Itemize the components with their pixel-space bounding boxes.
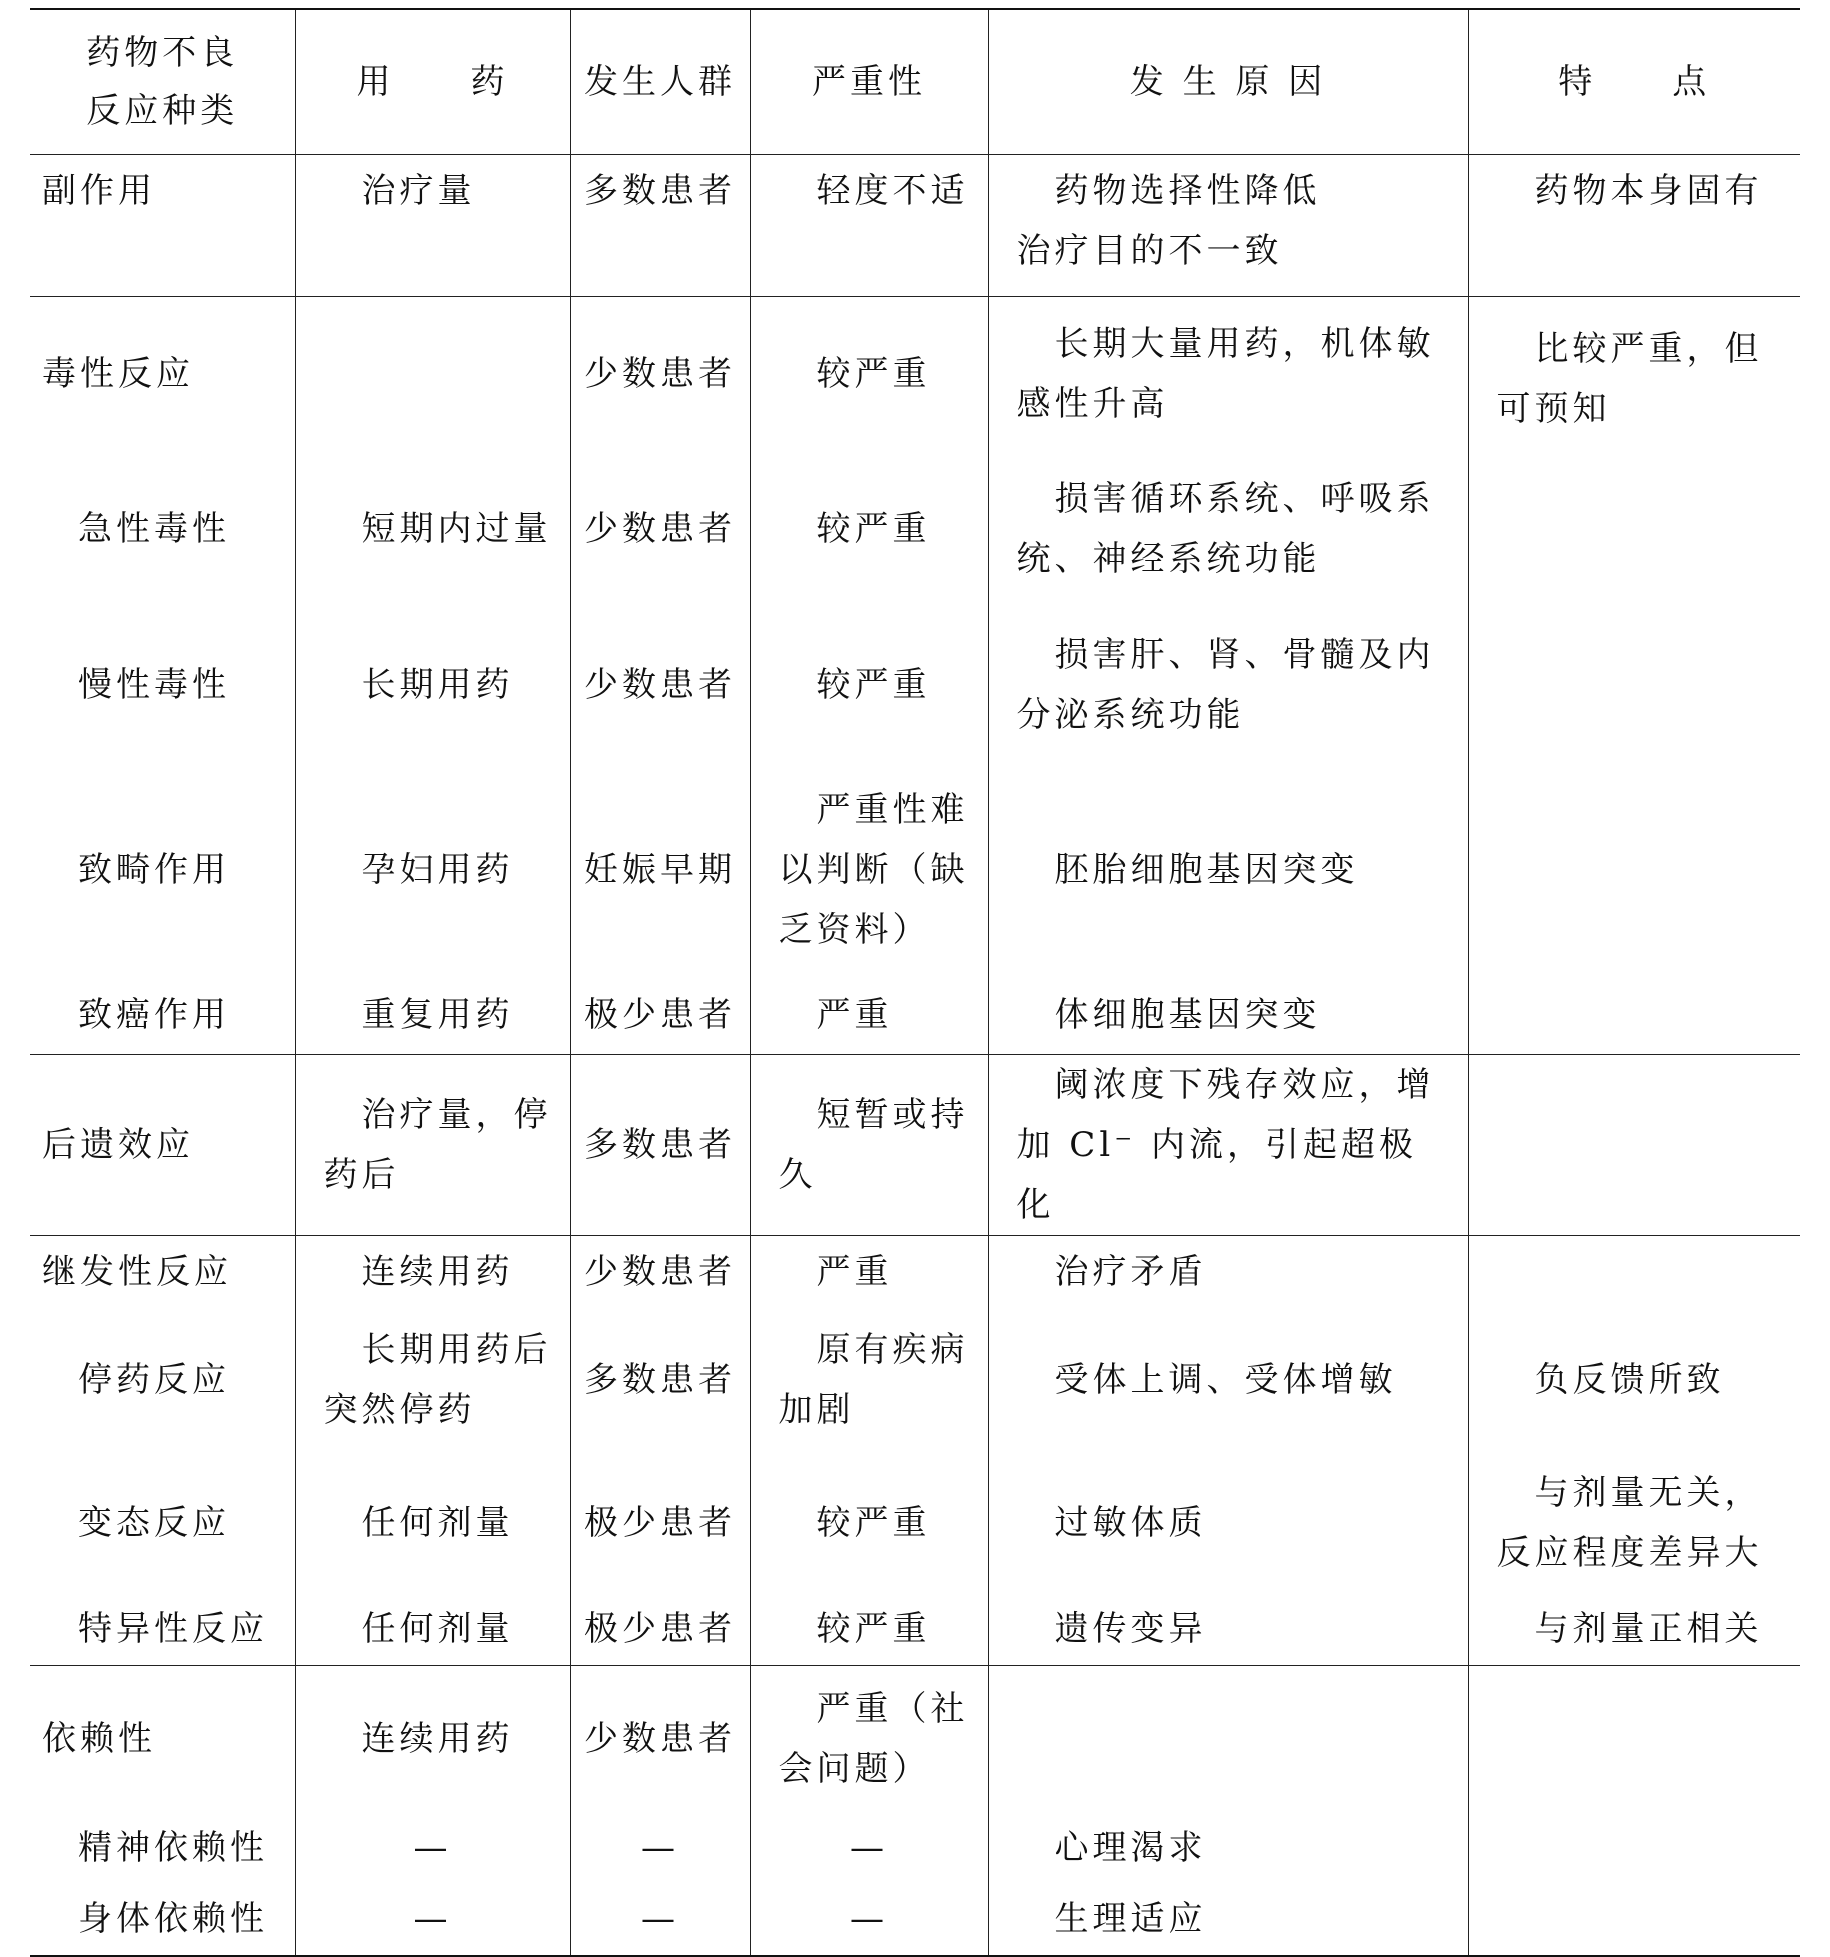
feature-cell: 与剂量无关，反应程度差异大 xyxy=(1468,1452,1800,1594)
cause-cell: 受体上调、受体增敏 xyxy=(988,1308,1468,1452)
feature-cell: 与剂量正相关 xyxy=(1468,1594,1800,1666)
severity-cell: 较严重 xyxy=(750,1452,988,1594)
population-cell: 妊娠早期 xyxy=(570,763,750,977)
severity-cell: 较严重 xyxy=(750,607,988,763)
cause-cell: 遗传变异 xyxy=(988,1594,1468,1666)
population-cell: — xyxy=(570,1812,750,1884)
population-cell: 多数患者 xyxy=(570,1055,750,1236)
group-secondary-reaction xyxy=(30,1236,1800,1666)
type-cell: 致癌作用 xyxy=(30,977,295,1055)
severity-cell: 较严重 xyxy=(750,297,988,451)
table-row xyxy=(30,1055,1800,1236)
header-population: 发生人群 xyxy=(570,9,750,155)
cause-cell xyxy=(988,1666,1468,1812)
population-cell: 极少患者 xyxy=(570,1594,750,1666)
usage-cell: 孕妇用药 xyxy=(295,763,570,977)
severity-cell: 严重 xyxy=(750,1236,988,1308)
cause-cell: 损害循环系统、呼吸系统、神经系统功能 xyxy=(988,451,1468,607)
population-cell: 多数患者 xyxy=(570,155,750,297)
severity-cell: — xyxy=(750,1812,988,1884)
type-cell: 精神依赖性 xyxy=(30,1812,295,1884)
table-row xyxy=(30,1308,1800,1452)
table-row xyxy=(30,1452,1800,1594)
population-cell: — xyxy=(570,1884,750,1956)
table-row xyxy=(30,1236,1800,1308)
feature-cell xyxy=(1468,1055,1800,1236)
table-row xyxy=(30,1594,1800,1666)
usage-cell: 重复用药 xyxy=(295,977,570,1055)
header-usage: 用 药 xyxy=(295,9,570,155)
population-cell: 少数患者 xyxy=(570,451,750,607)
usage-cell: 连续用药 xyxy=(295,1236,570,1308)
population-cell: 少数患者 xyxy=(570,1666,750,1812)
type-cell: 继发性反应 xyxy=(30,1236,295,1308)
feature-cell: 负反馈所致 xyxy=(1468,1308,1800,1452)
type-cell: 急性毒性 xyxy=(30,451,295,607)
severity-cell: 轻度不适 xyxy=(750,155,988,297)
usage-cell: 长期用药 xyxy=(295,607,570,763)
cause-cell: 生理适应 xyxy=(988,1884,1468,1956)
header-cause: 发 生 原 因 xyxy=(988,9,1468,155)
severity-cell: 较严重 xyxy=(750,451,988,607)
table-row xyxy=(30,1666,1800,1812)
usage-cell: 治疗量，停药后 xyxy=(295,1055,570,1236)
type-cell: 毒性反应 xyxy=(30,297,295,451)
cause-cell: 胚胎细胞基因突变 xyxy=(988,763,1468,977)
type-cell: 身体依赖性 xyxy=(30,1884,295,1956)
type-cell: 副作用 xyxy=(30,155,295,297)
cause-cell: 长期大量用药，机体敏感性升高 xyxy=(988,297,1468,451)
header-feature: 特 点 xyxy=(1468,9,1800,155)
severity-cell: 原有疾病加剧 xyxy=(750,1308,988,1452)
population-cell: 极少患者 xyxy=(570,977,750,1055)
usage-cell: 任何剂量 xyxy=(295,1452,570,1594)
population-cell: 多数患者 xyxy=(570,1308,750,1452)
usage-cell: 治疗量 xyxy=(295,155,570,297)
type-cell: 特异性反应 xyxy=(30,1594,295,1666)
cause-cell: 损害肝、肾、骨髓及内分泌系统功能 xyxy=(988,607,1468,763)
cause-cell: 阈浓度下残存效应，增加 Cl⁻ 内流，引起超极化 xyxy=(988,1055,1468,1236)
population-cell: 少数患者 xyxy=(570,607,750,763)
type-cell: 变态反应 xyxy=(30,1452,295,1594)
group-toxic-reaction xyxy=(30,297,1800,1055)
cause-cell: 过敏体质 xyxy=(988,1452,1468,1594)
header-row xyxy=(30,9,1800,155)
type-cell: 致畸作用 xyxy=(30,763,295,977)
usage-cell xyxy=(295,297,570,451)
table-row xyxy=(30,155,1800,297)
cause-cell: 心理渴求 xyxy=(988,1812,1468,1884)
cause-cell: 治疗矛盾 xyxy=(988,1236,1468,1308)
usage-cell: 连续用药 xyxy=(295,1666,570,1812)
severity-cell: 严重性难以判断（缺乏资料） xyxy=(750,763,988,977)
feature-cell: 比较严重，但可预知 xyxy=(1468,297,1800,1055)
feature-cell xyxy=(1468,1666,1800,1956)
severity-cell: 严重（社会问题） xyxy=(750,1666,988,1812)
type-cell: 后遗效应 xyxy=(30,1055,295,1236)
group-residual-effect xyxy=(30,1055,1800,1236)
adverse-reaction-table xyxy=(30,8,1800,1957)
feature-cell: 药物本身固有 xyxy=(1468,155,1800,297)
usage-cell: 任何剂量 xyxy=(295,1594,570,1666)
population-cell: 极少患者 xyxy=(570,1452,750,1594)
cause-cell: 药物选择性降低 治疗目的不一致 xyxy=(988,155,1468,297)
severity-cell: 较严重 xyxy=(750,1594,988,1666)
severity-cell: 严重 xyxy=(750,977,988,1055)
population-cell: 少数患者 xyxy=(570,297,750,451)
usage-cell: 长期用药后突然停药 xyxy=(295,1308,570,1452)
severity-cell: — xyxy=(750,1884,988,1956)
population-cell: 少数患者 xyxy=(570,1236,750,1308)
table-row xyxy=(30,297,1800,451)
header-type: 药物不良 反应种类 xyxy=(30,9,295,155)
group-dependence xyxy=(30,1666,1800,1956)
type-cell: 依赖性 xyxy=(30,1666,295,1812)
usage-cell: — xyxy=(295,1812,570,1884)
header-severity: 严重性 xyxy=(750,9,988,155)
feature-cell xyxy=(1468,1236,1800,1308)
type-cell: 停药反应 xyxy=(30,1308,295,1452)
severity-cell: 短暂或持久 xyxy=(750,1055,988,1236)
usage-cell: — xyxy=(295,1884,570,1956)
usage-cell: 短期内过量 xyxy=(295,451,570,607)
group-side-effect xyxy=(30,155,1800,297)
cause-cell: 体细胞基因突变 xyxy=(988,977,1468,1055)
table-container xyxy=(30,8,1800,1957)
type-cell: 慢性毒性 xyxy=(30,607,295,763)
